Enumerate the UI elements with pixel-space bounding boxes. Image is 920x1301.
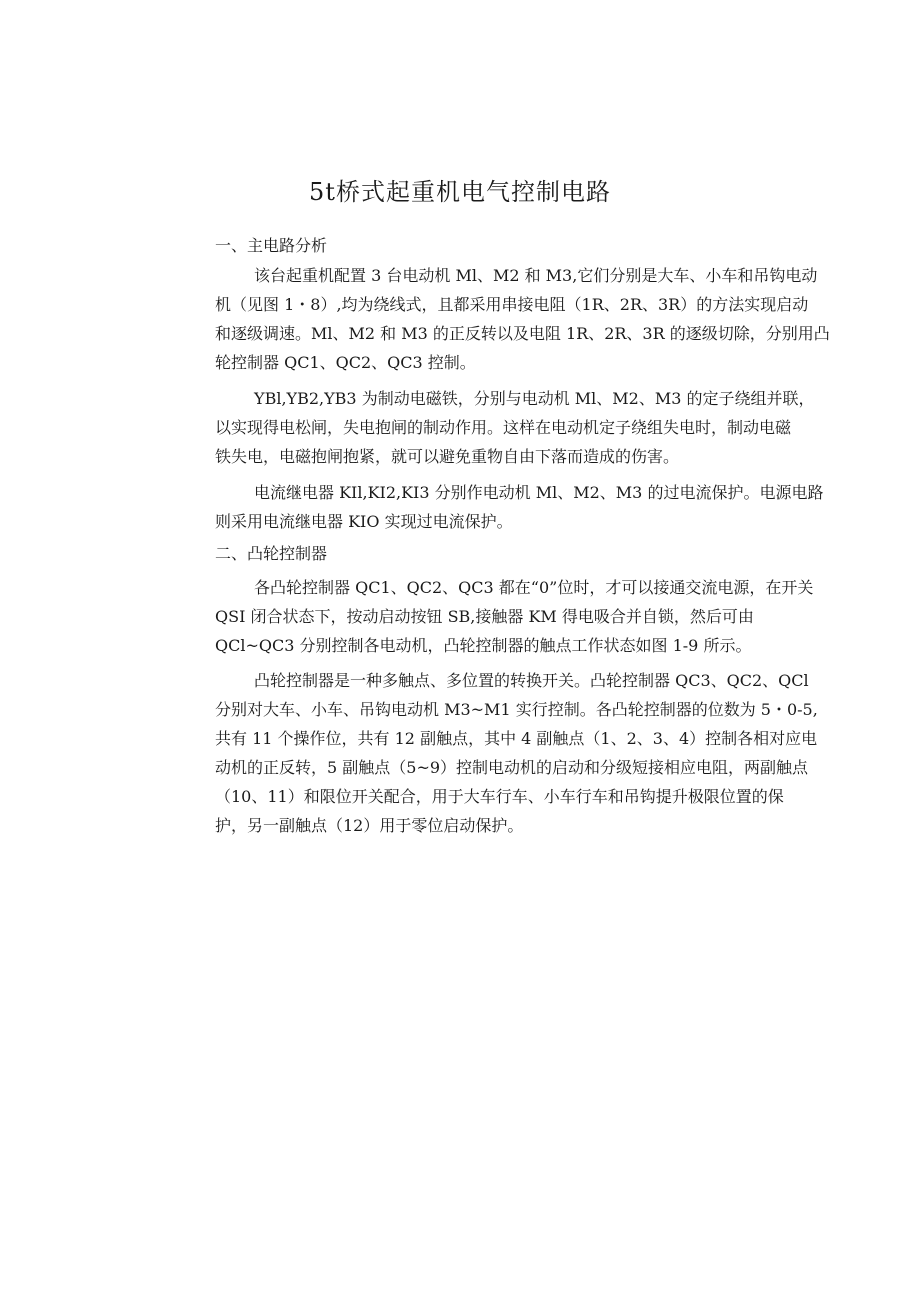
text-line: 分别对大车、小车、吊钩电动机 M3~M1 实行控制。各凸轮控制器的位数为 5・0-5,: [215, 700, 818, 719]
paragraph-brake-magnets: [176, 384, 815, 471]
text-line: 凸轮控制器是一种多触点、多位置的转换开关。凸轮控制器 QC3、QC2、QCl: [254, 671, 809, 690]
text-line: 动机的正反转，5 副触点（5~9）控制电动机的启动和分级短接相应电阻，两副触点: [215, 758, 809, 777]
text-line: QSI 闭合状态下，按动启动按钮 SB,接触器 KM 得电吸合并自锁，然后可由: [215, 607, 754, 626]
text-line: 各凸轮控制器 QC1、QC2、QC3 都在“0”位时，才可以接通交流电源，在开关: [254, 578, 814, 597]
document-title: 5t桥式起重机电气控制电路: [309, 178, 611, 206]
paragraph-current-relays: [176, 478, 824, 536]
paragraph-zero-position: [176, 573, 812, 660]
text-line: 和逐级调速。Ml、M2 和 M3 的正反转以及电阻 1R、2R、3R 的逐级切除，分别用凸: [215, 324, 830, 343]
text-line: 铁失电，电磁抱闸抱紧，就可以避免重物自由下落而造成的伤害。: [215, 447, 680, 466]
section-heading-cam-controller: 二、凸轮控制器: [215, 544, 328, 563]
text-line: 电流继电器 KIl,KI2,KI3 分别作电动机 Ml、M2、M3 的过电流保护。电源电路: [254, 483, 824, 502]
paragraph-motor-config: [176, 261, 830, 377]
text-line: YBl,YB2,YB3 为制动电磁铁，分别与电动机 Ml、M2、M3 的定子绕组并联，: [254, 389, 815, 408]
text-line: （10、11）和限位开关配合，用于大车行车、小车行车和吊钩提升极限位置的保: [215, 787, 784, 806]
text-line: 护，另一副触点（12）用于零位启动保护。: [215, 816, 524, 835]
text-line: 轮控制器 QC1、QC2、QC3 控制。: [215, 353, 476, 372]
text-line: 共有 11 个操作位，共有 12 副触点，其中 4 副触点（1、2、3、4）控制各相对应电: [215, 729, 818, 748]
paragraph-cam-controller-details: [176, 666, 818, 840]
text-line: 机（见图 1・8）,均为绕线式，且都采用串接电阻（1R、2R、3R）的方法实现启动: [215, 295, 809, 314]
text-line: 以实现得电松闸，失电抱闸的制动作用。这样在电动机定子绕组失电时，制动电磁: [215, 418, 792, 437]
text-line: QCl~QC3 分别控制各电动机，凸轮控制器的触点工作状态如图 1-9 所示。: [215, 636, 752, 655]
text-line: 则采用电流继电器 KIO 实现过电流保护。: [215, 512, 513, 531]
section-heading-main-circuit: 一、主电路分析: [215, 236, 328, 255]
text-line: 该台起重机配置 3 台电动机 Ml、M2 和 M3,它们分别是大车、小车和吊钩电动: [254, 266, 818, 285]
